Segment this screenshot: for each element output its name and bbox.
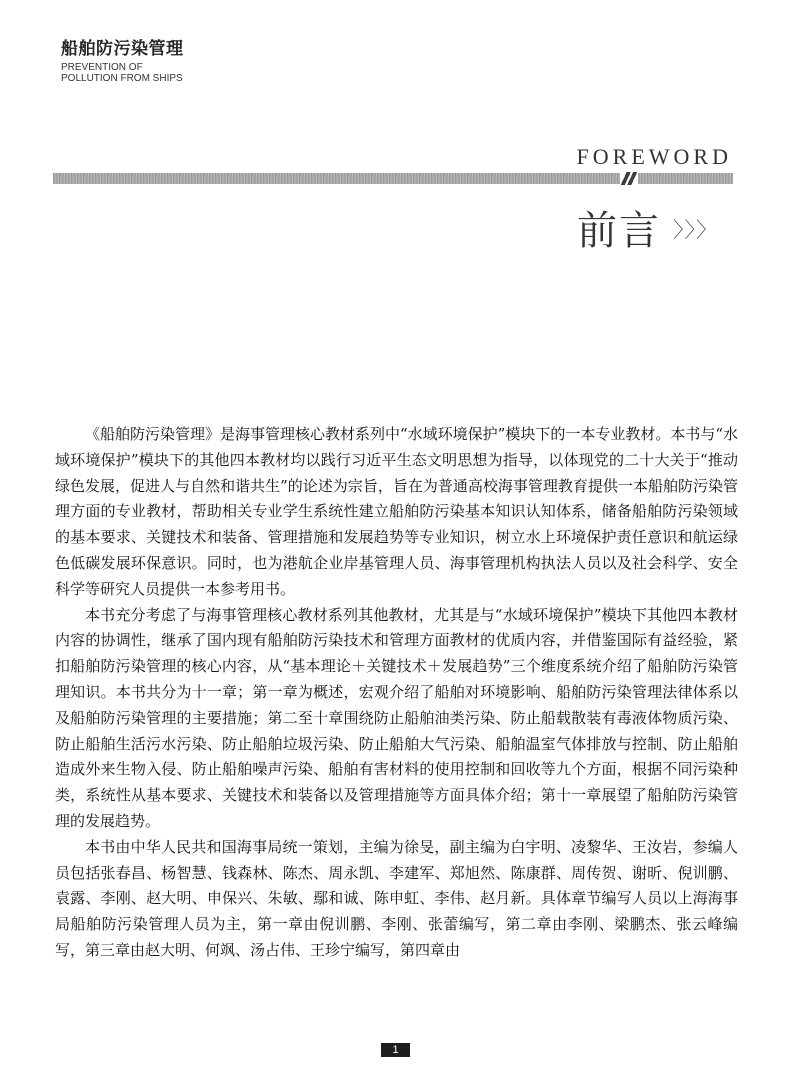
paragraph-3: 本书由中华人民共和国海事局统一策划，主编为徐旻，副主编为白宇明、凌黎华、王汝岩，参编人员包括张春昌、杨智慧、钱森林、陈杰、周永凯、李建军、郑旭然、陈康群、周传贺、谢昕、倪训鹏、袁露、李刚、赵大明、申保兴、朱敏、鄢和诚、陈申虹、李伟、赵月新。具体章节编写人员以上海海事局船舶防污染管理人员为主，第一章由倪训鹏、李刚、张蕾编写，第二章由李刚、梁鹏杰、张云峰编写，第三章由赵大明、何飒、汤占伟、王珍宁编写，第四章由: [55, 837, 738, 959]
foreword-body: [55, 422, 738, 964]
book-subtitle-line-1: PREVENTION OF: [61, 62, 143, 73]
book-subtitle: [61, 62, 183, 84]
paragraph-1: 《船舶防污染管理》是海事管理核心教材系列中“水域环境保护”模块下的一本专业教材。本书与“水域环境保护”模块下的其他四本教材均以践行习近平生态文明思想为指导，以体现党的二十大关于“推动绿色发展，促进人与自然和谐共生”的论述为宗旨，旨在为普通高校海事管理教育提供一本船舶防污染管理方面的专业教材，帮助相关专业学生系统性建立船舶防污染基本知识认知体系，储备船舶防污染领域的基本要求、关键技术和装备、管理措施和发展趋势等专业知识，树立水上环境保护责任意识和航运绿色低碳发展环保意识。同时，也为港航企业岸基管理人员、海事管理机构执法人员以及社会科学、安全科学等研究人员提供一本参考用书。: [55, 425, 739, 598]
book-subtitle-line-2: POLLUTION FROM SHIPS: [61, 73, 183, 84]
chevron-arrows-icon: 〉〉〉: [673, 218, 718, 242]
paragraph-2: 本书充分考虑了与海事管理核心教材系列其他教材，尤其是与“水域环境保护”模块下其他四本教材内容的协调性，继承了国内现有船舶防污染技术和管理方面教材的优质内容，并借鉴国际有益经验，紧扣船舶防污染管理的核心内容，从“基本理论＋关键技术＋发展趋势”三个维度系统介绍了船舶防污染管理知识。本书共分为十一章；第一章为概述，宏观介绍了船舶对环境影响、船舶防污染管理法律体系以及船舶防污染管理的主要措施；第二至十章围绕防止船舶油类污染、防止船载散装有毒液体物质污染、防止船舶生活污水污染、防止船舶垃圾污染、防止船舶大气污染、船舶温室气体排放与控制、防止船舶造成外来生物入侵、防止船舶噪声污染、船舶有害材料的使用控制和回收等九个方面，根据不同污染种类，系统性从基本要求、关键技术和装备以及管理措施等方面具体介绍；第十一章展望了船舶防污染管理的发展趋势。: [55, 605, 738, 830]
rule-accent-mark: [620, 172, 638, 185]
section-title-chinese: 前言: [577, 208, 661, 254]
page-number: 1: [381, 1043, 410, 1057]
section-title-english: FOREWORD: [576, 144, 732, 169]
book-title: 船舶防污染管理: [61, 39, 184, 59]
